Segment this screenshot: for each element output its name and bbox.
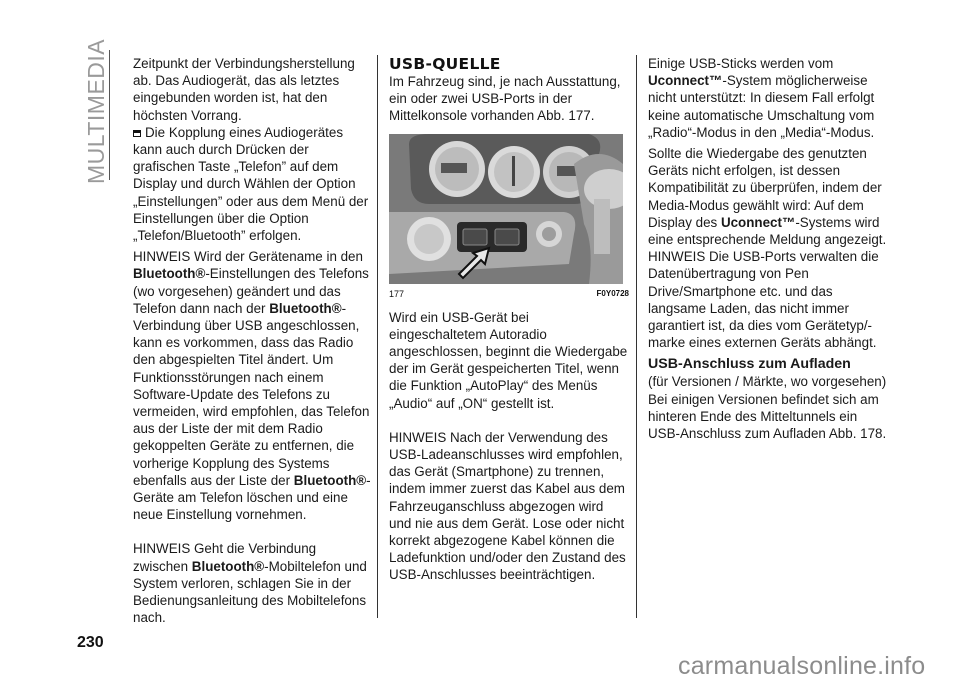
paragraph-bullet [133, 124, 373, 244]
paragraph-text: Die Kopplung eines Audiogerätes kann auch durch Drücken der grafischen Taste „Telefon” auf dem Display und durch Wählen der Option „Einstellungen” oder aus dem Menü der Einstellungen über die Option „Telefon/Bluetooth” erfolgen. [133, 124, 369, 244]
figure-usb-ports [389, 134, 623, 284]
text: -System möglicherweise nicht unterstützt: In diesem Fall erfolgt keine automatische Umschaltung vom „Radio“-Modus in den „Media“-Modus. [648, 73, 875, 140]
text: -Systems wird eine entsprechende Meldung angezeigt. [648, 214, 887, 248]
figure-number: 177 [389, 288, 405, 299]
note-paragraph: HINWEIS Nach der Verwendung des USB-Ladeanschlusses wird empfohlen, das Gerät (Smartphone) zu trennen, indem immer zuerst das Kabel aus dem Fahrzeuganschluss abgezogen wird und nie aus dem Gerät. Lose oder nicht korrekt abgezogene Kabel können die Ladefunktion und/oder den Zustand des USB-Anschlusses beeinträchtigen. [389, 429, 626, 583]
paragraph: (für Versionen / Märkte, wo vorgesehen) [648, 374, 887, 390]
paragraph: Zeitpunkt der Verbindungsherstellung ab. Das Audiogerät, das als letztes eingebunden worden ist, hat den höchsten Vorrang. [133, 56, 355, 123]
square-bullet-icon [133, 130, 141, 137]
brand-term: Bluetooth® [269, 300, 342, 316]
column-2 [389, 55, 629, 584]
brand-term: Bluetooth® [133, 266, 206, 282]
column-divider [636, 55, 637, 618]
text: HINWEIS Wird der Gerätename in den [133, 249, 363, 265]
text: Sollte die Wiedergabe des genutzten Geräts nicht erfolgen, ist dessen Kompatibilität zu überprüfen, indem der Media-Modus gewählt wird: Auf dem Display des [648, 146, 882, 230]
note-paragraph [133, 540, 373, 626]
brand-term: Uconnect™ [648, 73, 723, 89]
page-number: 230 [77, 634, 104, 651]
subsection-heading: USB-Anschluss zum Aufladen [648, 356, 851, 373]
paragraph [648, 145, 888, 248]
column-divider [377, 55, 378, 618]
paragraph: Wird ein USB-Gerät bei eingeschaltetem Autoradio angeschlossen, beginnt die Wiedergabe der im Gerät gespeicherten Titel, wenn die Funktion „AutoPlay“ des Menüs „Audio“ auf „ON“ gestellt ist. [389, 309, 628, 411]
column-3 [648, 55, 888, 442]
brand-term: Bluetooth® [293, 472, 367, 488]
console-illustration [389, 134, 623, 284]
text: HINWEIS Geht die Verbindung zwischen [133, 541, 317, 574]
note-paragraph: HINWEIS Die USB-Ports verwalten die Datenübertragung von Pen Drive/Smartphone etc. und das langsame Laden, das nicht immer garantiert ist, da dies vom Gerätetyp/-marke eines externen Geräts abhängt. [648, 249, 879, 351]
text: -Geräte am Telefon löschen und eine neue Einstellung vornehmen. [133, 472, 371, 523]
watermark: carmanualsonline.info [678, 652, 926, 680]
paragraph [648, 55, 888, 141]
text: -Mobiltelefon und System verloren, schlagen Sie in der Bedienungsanleitung des Mobiltelefons nach. [133, 558, 367, 626]
text: -Einstellungen des Telefons (wo vorgesehen) geändert und das Telefon dann nach der [133, 266, 369, 316]
text: Einige USB-Sticks werden vom [648, 56, 834, 71]
section-label: MULTIMEDIA [83, 38, 109, 184]
figure-caption [389, 289, 629, 299]
figure-code: F0Y0728 [596, 288, 629, 298]
section-heading: USB-QUELLE [389, 55, 501, 73]
section-side-tab [83, 38, 109, 184]
column-1 [133, 55, 373, 627]
paragraph: Bei einigen Versionen befindet sich am hinteren Ende des Mitteltunnels ein USB-Anschluss zum Aufladen Abb. 178. [648, 391, 887, 442]
side-tab-divider [109, 50, 110, 180]
paragraph: Im Fahrzeug sind, je nach Ausstattung, ein oder zwei USB-Ports in der Mittelkonsole vorhanden Abb. 177. [389, 74, 621, 124]
text: -Verbindung über USB angeschlossen, kann es vorkommen, dass das Radio den abgespielten Titel ändert. Um Funktionsstörungen nach einem Software-Update des Telefons zu vermeiden, wird empfohlen, das Telefon aus der Liste der mit dem Radio gekoppelten Geräte zu entfernen, die vorherige Kopplung des Systems ebenfalls aus der Liste der [133, 300, 370, 488]
brand-term: Bluetooth® [191, 558, 265, 574]
brand-term: Uconnect™ [720, 214, 796, 230]
note-paragraph [133, 248, 373, 523]
